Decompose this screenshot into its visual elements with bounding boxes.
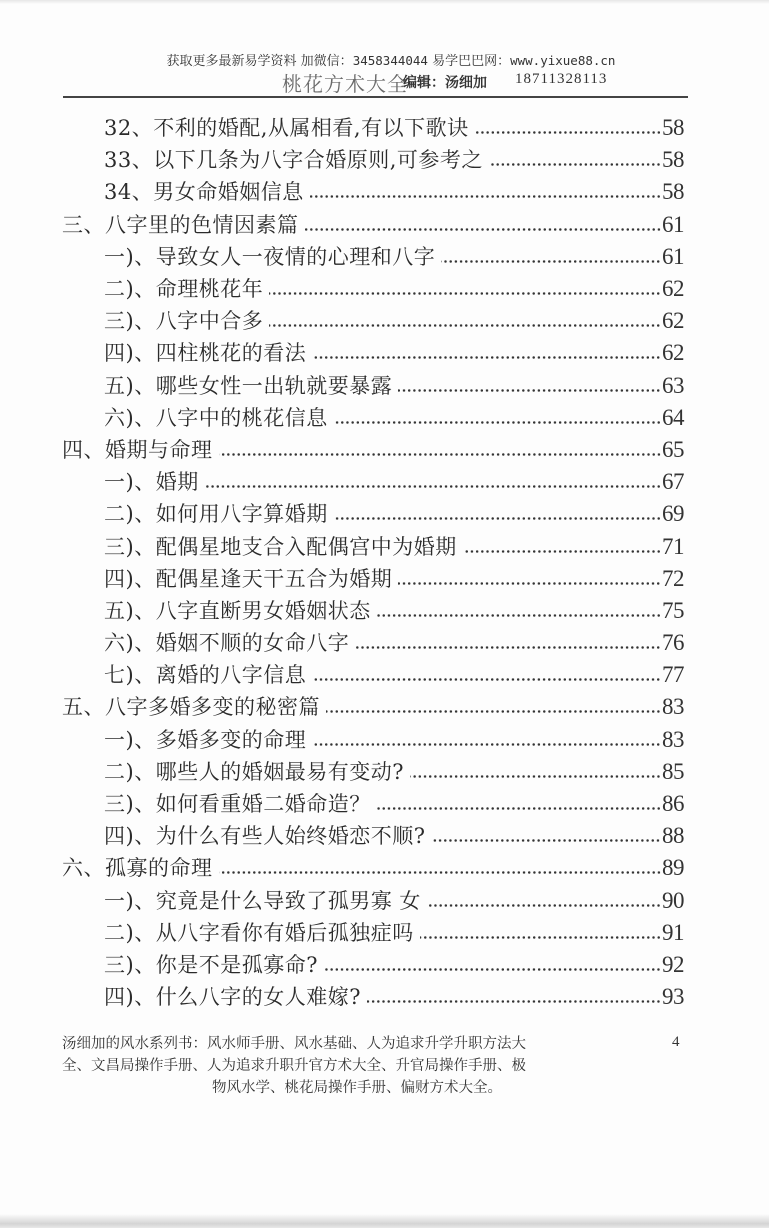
watermark-url: www.yixue88.cn — [510, 53, 616, 68]
toc-entry-label: 二)、如何用八字算婚期 — [104, 502, 328, 527]
toc-entry — [0, 305, 684, 337]
toc-entry-page: 92 — [662, 951, 684, 977]
toc-entry-label: 五)、哪些女性一出轨就要暴露 — [104, 373, 393, 398]
toc-entry-page: 63 — [662, 372, 684, 398]
toc-section-label: 六、孤寡的命理 — [62, 856, 213, 881]
watermark-site-label: 易学巴巴网： — [427, 54, 511, 69]
toc-entry-page: 91 — [662, 919, 684, 945]
watermark-wechat: 3458344044 — [352, 53, 428, 68]
toc-entry — [0, 627, 684, 659]
toc-entry-label: 一)、究竟是什么导致了孤男寡 女 — [104, 888, 421, 913]
toc-section — [0, 434, 684, 466]
toc-entry-label: 四)、什么八字的女人难嫁? — [104, 985, 361, 1010]
dot-leader — [219, 434, 662, 466]
toc-entry-page: 72 — [662, 565, 684, 591]
page-bottom-shadow — [0, 1214, 769, 1228]
dot-leader — [312, 337, 661, 369]
table-of-contents — [0, 112, 769, 1013]
toc-entry-page: 64 — [662, 404, 684, 430]
header-rule — [63, 96, 688, 98]
toc-entry-page: 90 — [662, 887, 684, 913]
toc-entry-page: 58 — [662, 115, 684, 141]
toc-entry-label: 32、不利的婚配,从属相看,有以下歌诀 — [104, 116, 469, 141]
page-top-shadow — [0, 0, 769, 4]
footer-line: 物风水学、桃花局操作手册、偏财方术大全。 — [212, 1080, 502, 1096]
toc-entry — [0, 112, 684, 144]
toc-entry-label: 34、男女命婚姻信息 — [104, 180, 304, 205]
toc-entry — [0, 176, 684, 208]
dot-leader — [475, 112, 661, 144]
toc-entry-label: 六)、婚姻不顺的女命八字 — [104, 631, 350, 656]
toc-entry — [0, 466, 684, 498]
toc-entry-label: 二)、哪些人的婚姻最易有变动? — [104, 759, 404, 784]
toc-entry-page: 75 — [662, 597, 684, 623]
dot-leader — [205, 466, 661, 498]
toc-entry — [0, 659, 684, 691]
toc-entry-label: 二)、从八字看你有婚后孤独症吗 — [104, 920, 414, 945]
toc-section-label: 五、八字多婚多变的秘密篇 — [62, 695, 320, 720]
toc-entry — [0, 595, 684, 627]
toc-entry-label: 五)、八字直断男女婚姻状态 — [104, 598, 371, 623]
toc-entry-label: 二)、命理桃花年 — [104, 277, 264, 302]
toc-entry-label: 一)、导致女人一夜情的心理和八字 — [104, 244, 436, 269]
toc-entry — [0, 241, 684, 273]
toc-entry — [0, 498, 684, 530]
toc-section-page: 65 — [662, 436, 684, 462]
toc-entry-page: 58 — [662, 147, 684, 173]
dot-leader — [377, 788, 661, 820]
toc-entry-page: 61 — [662, 243, 684, 269]
toc-section-label: 四、婚期与命理 — [62, 437, 213, 462]
toc-entry-label: 一)、婚期 — [104, 470, 199, 495]
dot-leader — [367, 981, 661, 1013]
toc-entry-page: 83 — [662, 726, 684, 752]
dot-leader — [269, 273, 661, 305]
dot-leader — [305, 209, 662, 241]
toc-entry — [0, 949, 684, 981]
toc-entry-label: 三)、配偶星地支合入配偶宫中为婚期 — [104, 534, 457, 559]
toc-entry-page: 77 — [662, 662, 684, 688]
dot-leader — [355, 627, 661, 659]
toc-entry-page: 67 — [662, 469, 684, 495]
dot-leader — [398, 563, 661, 595]
toc-entry-page: 62 — [662, 276, 684, 302]
dot-leader — [410, 756, 661, 788]
footer-line: 全、文昌局操作手册、人为追求升职升官方术大全、升官局操作手册、极 — [62, 1058, 526, 1074]
dot-leader — [431, 820, 661, 852]
dot-leader — [326, 691, 661, 723]
dot-leader — [427, 885, 661, 917]
toc-entry-label: 七)、离婚的八字信息 — [104, 663, 307, 688]
toc-entry — [0, 724, 684, 756]
toc-entry-label: 三)、如何看重婚二婚命造？ — [104, 792, 371, 817]
dot-leader — [334, 402, 661, 434]
dot-leader — [324, 949, 661, 981]
footer-line: 汤细加的风水系列书：风水师手册、风水基础、人为追求升学升职方法大 — [62, 1036, 526, 1052]
book-title: 桃花方术大全 — [282, 72, 408, 96]
toc-entry — [0, 917, 684, 949]
watermark-banner — [96, 50, 686, 69]
toc-entry-label: 四)、四柱桃花的看法 — [104, 341, 307, 366]
editor-phone: 18711328113 — [515, 71, 608, 87]
toc-entry — [0, 885, 684, 917]
dot-leader — [219, 852, 662, 884]
editor-credit: 编辑：汤细加 — [403, 75, 487, 91]
toc-section-page: 83 — [662, 694, 684, 720]
dot-leader — [334, 498, 661, 530]
dot-leader — [441, 241, 661, 273]
toc-entry — [0, 788, 684, 820]
dot-leader — [312, 724, 661, 756]
dot-leader — [398, 370, 661, 402]
toc-entry — [0, 370, 684, 402]
dot-leader — [377, 595, 661, 627]
page-number: 4 — [672, 1034, 680, 1050]
toc-entry — [0, 402, 684, 434]
toc-section-label: 三、八字里的色情因素篇 — [62, 212, 299, 237]
dot-leader — [269, 305, 661, 337]
toc-entry — [0, 144, 684, 176]
dot-leader — [312, 659, 661, 691]
toc-entry — [0, 756, 684, 788]
dot-leader — [420, 917, 661, 949]
toc-entry-page: 69 — [662, 501, 684, 527]
toc-entry-page: 93 — [662, 984, 684, 1010]
toc-entry — [0, 337, 684, 369]
footer-book-series — [62, 1033, 692, 1099]
toc-entry-label: 三)、八字中合多 — [104, 309, 264, 334]
toc-section — [0, 852, 684, 884]
toc-entry-page: 88 — [662, 823, 684, 849]
toc-entry-page: 86 — [662, 791, 684, 817]
toc-section — [0, 209, 684, 241]
toc-entry — [0, 981, 684, 1013]
toc-entry-page: 71 — [662, 533, 684, 559]
toc-entry-page: 62 — [662, 308, 684, 334]
toc-entry — [0, 820, 684, 852]
toc-entry — [0, 563, 684, 595]
toc-entry-page: 85 — [662, 758, 684, 784]
toc-entry — [0, 530, 684, 562]
toc-entry-page: 58 — [662, 179, 684, 205]
dot-leader — [489, 144, 661, 176]
toc-section — [0, 691, 684, 723]
toc-entry-label: 六)、八字中的桃花信息 — [104, 405, 328, 430]
toc-entry-page: 76 — [662, 630, 684, 656]
toc-entry-label: 一)、多婚多变的命理 — [104, 727, 307, 752]
running-head — [60, 68, 700, 94]
toc-section-page: 89 — [662, 855, 684, 881]
dot-leader — [310, 176, 661, 208]
toc-entry-label: 三)、你是不是孤寡命? — [104, 952, 318, 977]
toc-section-page: 61 — [662, 211, 684, 237]
toc-entry — [0, 273, 684, 305]
toc-entry-label: 四)、配偶星逢天干五合为婚期 — [104, 566, 393, 591]
dot-leader — [463, 531, 661, 563]
toc-entry-label: 33、以下几条为八字合婚原则,可参考之 — [104, 148, 483, 173]
toc-entry-label: 四)、为什么有些人始终婚恋不顺? — [104, 824, 426, 849]
toc-entry-page: 62 — [662, 340, 684, 366]
watermark-prefix: 获取更多最新易学资料 加微信： — [166, 54, 353, 69]
